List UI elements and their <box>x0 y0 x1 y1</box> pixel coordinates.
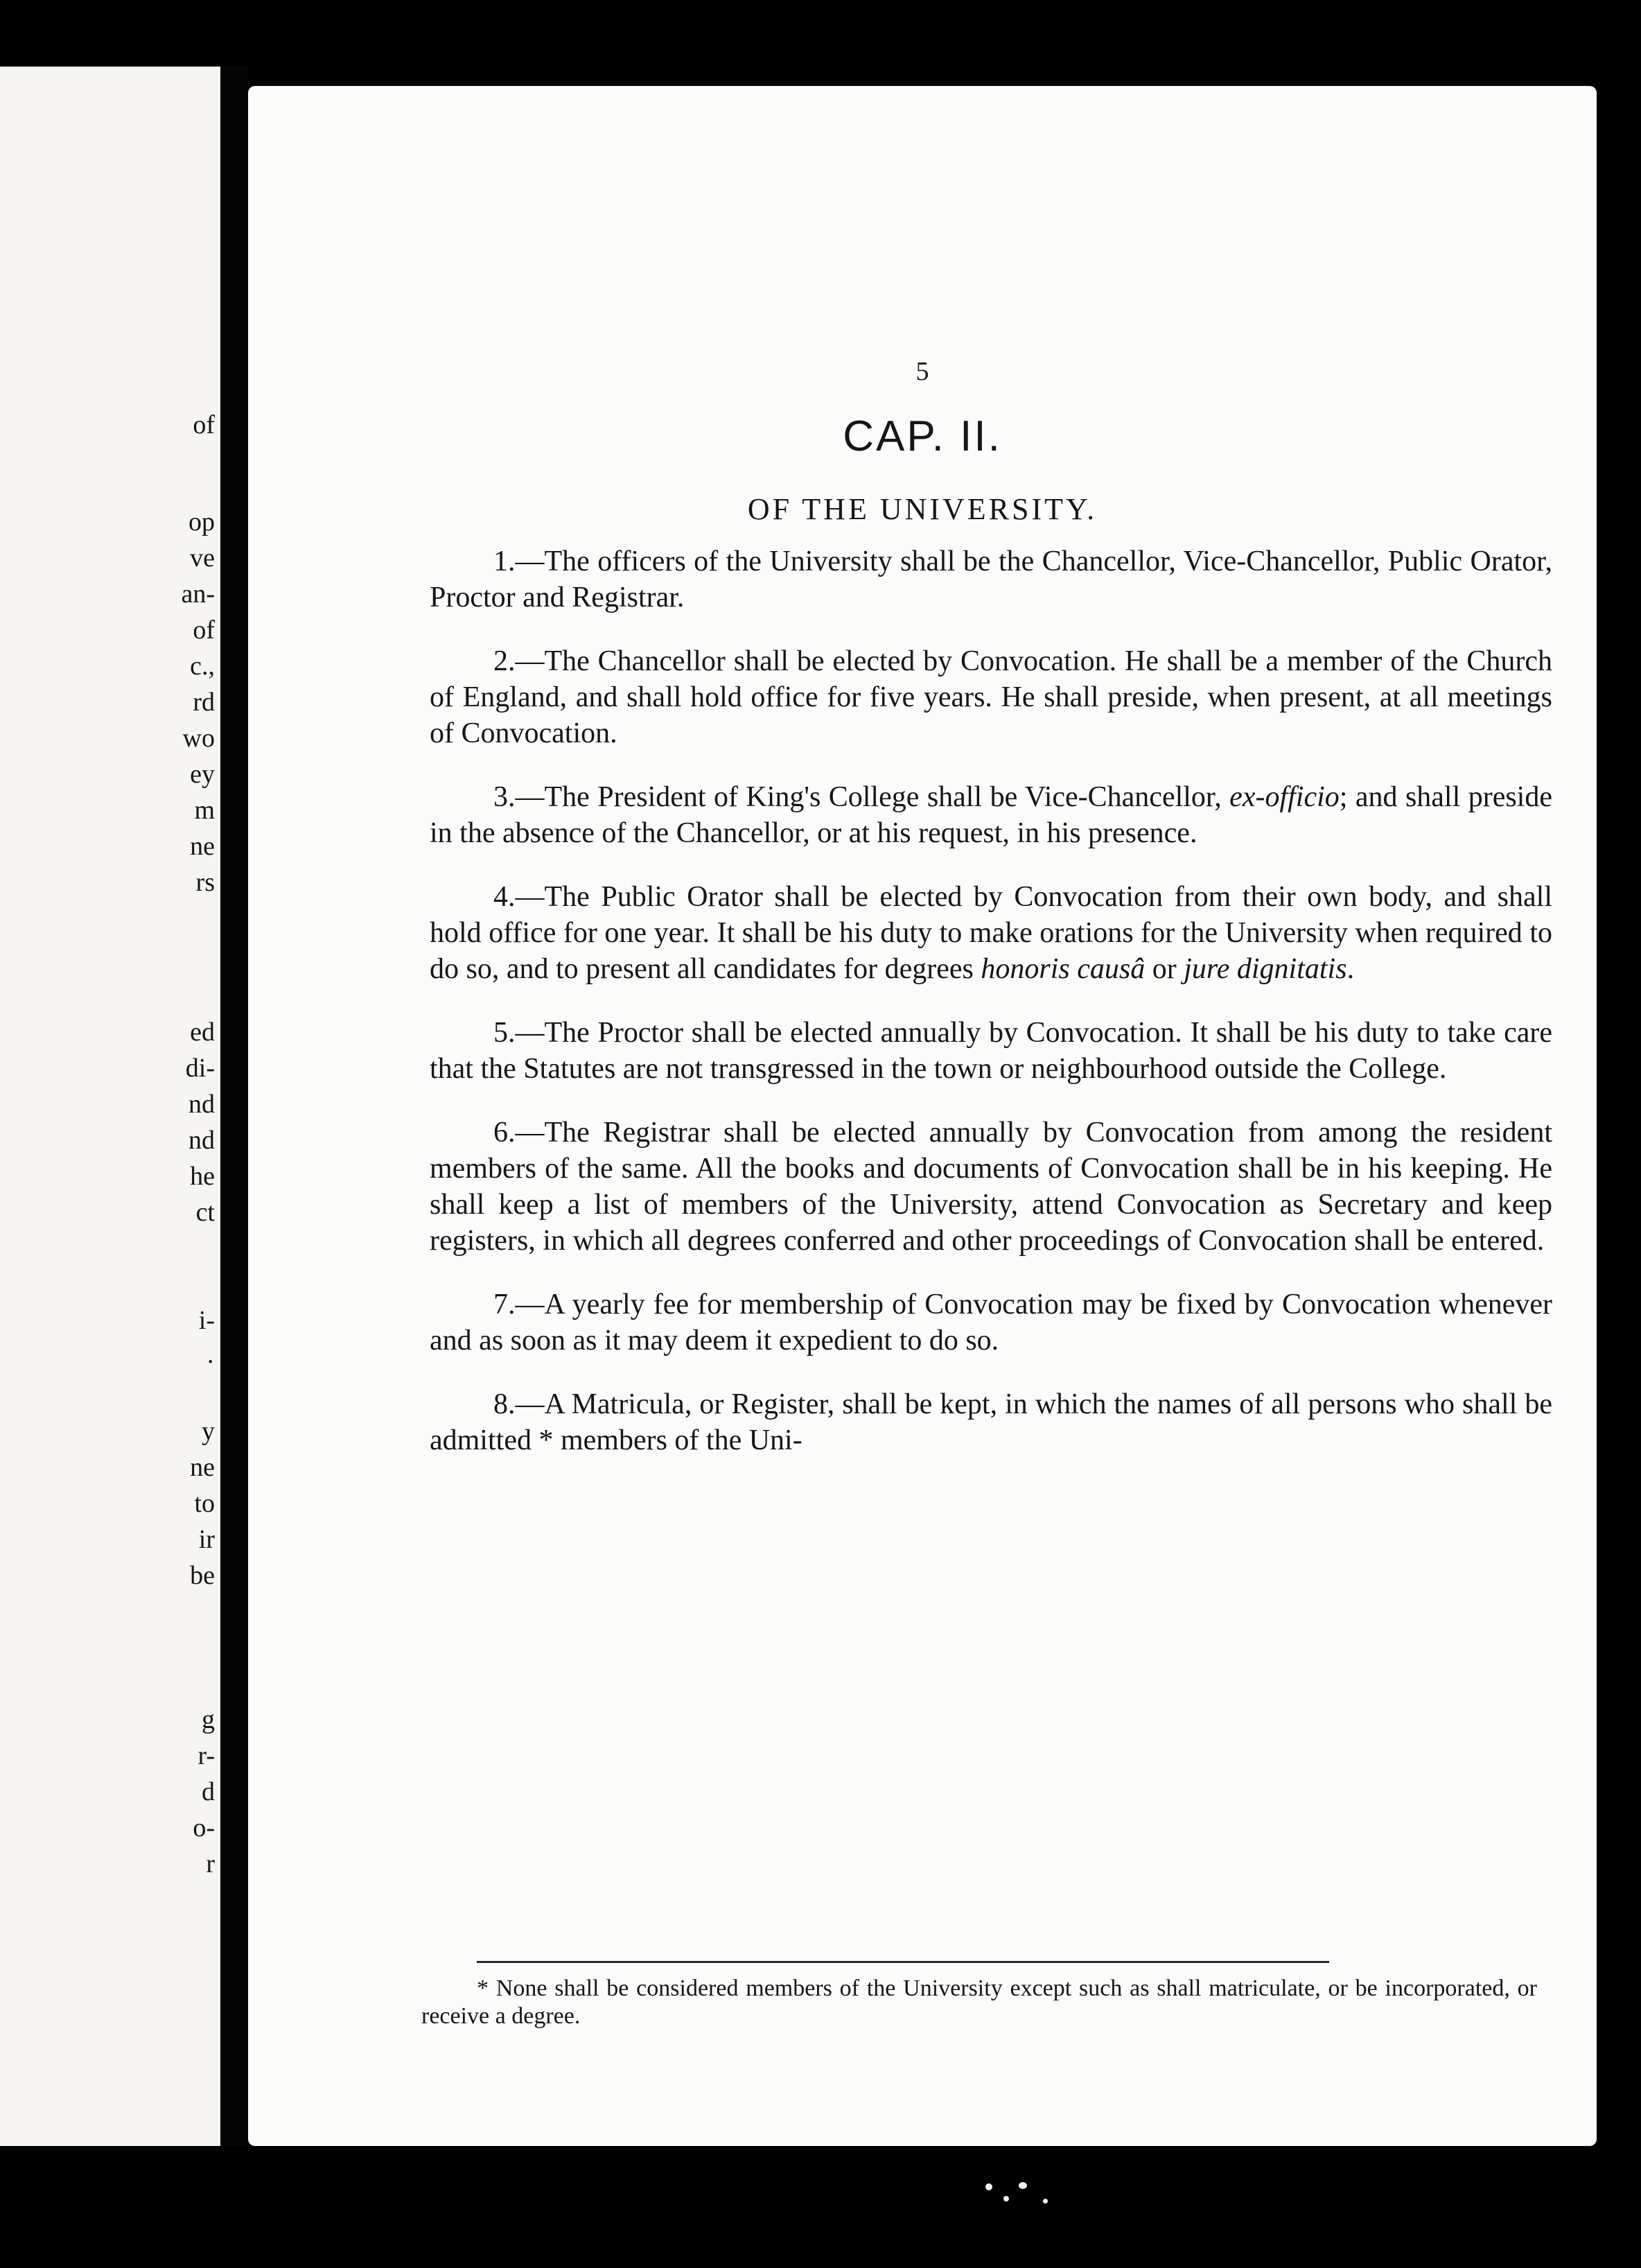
facing-page-fragment: be <box>190 1561 215 1590</box>
statute-paragraph <box>430 879 1552 987</box>
paragraph-number: 5. <box>493 1017 516 1049</box>
paragraph-number: 3. <box>493 781 516 813</box>
facing-page-fragment: · <box>206 1347 215 1377</box>
facing-page-fragment: op <box>188 507 215 537</box>
facing-page-fragment: nd <box>188 1126 215 1155</box>
paragraph-number: 8. <box>493 1388 516 1420</box>
facing-page-fragment: i- <box>198 1306 215 1335</box>
scan-speck <box>1019 2182 1027 2189</box>
paragraph-text: —The Proctor shall be elected annually by Convocation. It shall be his duty to take care that the Statutes are not transgressed in the town or neighbourhood outside the College. <box>430 1017 1552 1085</box>
paragraph-number: 2. <box>493 645 516 677</box>
italic-term: ex-officio <box>1229 781 1340 813</box>
paragraph-text: . <box>1346 953 1355 985</box>
statute-paragraph <box>430 779 1552 851</box>
facing-page-fragment: he <box>190 1162 215 1191</box>
facing-page-fragment: y <box>202 1417 215 1446</box>
paragraph-text: or <box>1145 953 1184 985</box>
statute-paragraph <box>430 1286 1552 1359</box>
facing-page-fragment: to <box>194 1489 215 1518</box>
facing-page <box>0 67 220 2146</box>
statute-paragraph <box>430 1386 1552 1458</box>
paragraph-text: —The officers of the University shall be the Chancellor, Vice-Chancellor, Public Orator, Proctor and Registrar. <box>430 546 1552 613</box>
paragraph-number: 1. <box>493 546 516 577</box>
facing-page-fragment: r- <box>198 1741 215 1770</box>
italic-term: honoris causâ <box>981 953 1146 985</box>
paragraph-text: —The Registrar shall be elected annually by Convocation from among the resident members of the same. All the books and documents of Convocation shall be in his keeping. He shall keep a list of members of the University, attend Convocation as Secretary and keep registers, in which all degrees conferred and other proceedings of Convocation shall be entered. <box>430 1117 1552 1257</box>
footnote: * None shall be considered members of the University except such as shall matriculate, or be incorporated, or receive a degree. <box>421 1975 1537 2029</box>
paragraph-text: —The Chancellor shall be elected by Convocation. He shall be a member of the Church of England, and shall hold office for five years. He shall preside, when present, at all meetings of Convocation. <box>430 645 1552 749</box>
footnote-divider <box>477 1961 1329 1963</box>
facing-page-fragment: of <box>193 616 215 645</box>
page-number: 5 <box>915 357 929 386</box>
section-title: OF THE UNIVERSITY. <box>747 492 1098 526</box>
facing-page-fragment: ne <box>190 1453 215 1482</box>
italic-term: jure dignitatis <box>1184 953 1347 985</box>
statute-paragraph <box>430 1015 1552 1087</box>
facing-page-fragment: rd <box>193 688 215 717</box>
facing-page-fragment: di- <box>185 1054 215 1083</box>
scan-speck <box>1043 2199 1048 2204</box>
facing-page-fragment: d <box>202 1777 215 1806</box>
facing-page-fragment: ne <box>190 832 215 861</box>
statute-paragraph <box>430 543 1552 616</box>
chapter-heading: CAP. II. <box>843 412 1002 460</box>
scan-speck <box>985 2183 992 2190</box>
facing-page-fragment: ct <box>195 1198 215 1227</box>
facing-page-fragment: wo <box>182 724 215 753</box>
scan-speck <box>1003 2196 1009 2201</box>
facing-page-fragment: ve <box>190 543 215 573</box>
paragraph-text: —A yearly fee for membership of Convocation may be fixed by Convocation whenever and as soon as it may deem it expedient to do so. <box>430 1289 1552 1357</box>
paragraph-text: —The President of King's College shall be Vice-Chancellor, <box>515 781 1230 813</box>
facing-page-fragment: ey <box>190 760 215 789</box>
facing-page-fragment: c., <box>190 652 215 681</box>
facing-page-fragment: o- <box>193 1813 215 1842</box>
body-text <box>430 543 1552 1486</box>
facing-page-fragment: nd <box>188 1090 215 1119</box>
paragraph-text: —The Public Orator shall be elected by Convocation from their own body, and shall hold office for one year. It shall be his duty to make orations for the University when required to do so, and to present all candidates for degrees <box>430 881 1552 985</box>
paragraph-number: 4. <box>493 881 516 913</box>
facing-page-fragment: rs <box>195 868 215 897</box>
paragraph-number: 6. <box>493 1117 516 1149</box>
facing-page-fragment: of <box>193 410 215 439</box>
facing-page-fragment: ed <box>190 1018 215 1047</box>
facing-page-fragment: an- <box>181 579 215 609</box>
paragraph-number: 7. <box>493 1289 516 1320</box>
document-page <box>248 86 1597 2146</box>
paragraph-text: —A Matricula, or Register, shall be kept, in which the names of all persons who shall be admitted * members of the Uni- <box>430 1388 1552 1456</box>
statute-paragraph <box>430 643 1552 751</box>
facing-page-fragment: g <box>202 1705 215 1734</box>
facing-page-fragment: ir <box>198 1525 215 1554</box>
book-gutter <box>220 67 248 2146</box>
facing-page-fragment: r <box>206 1849 215 1878</box>
statute-paragraph <box>430 1115 1552 1259</box>
paragraph-text: ; and shall preside in the absence of the Chancellor, or at his request, in his presence. <box>430 781 1552 849</box>
facing-page-fragment: m <box>194 796 215 825</box>
